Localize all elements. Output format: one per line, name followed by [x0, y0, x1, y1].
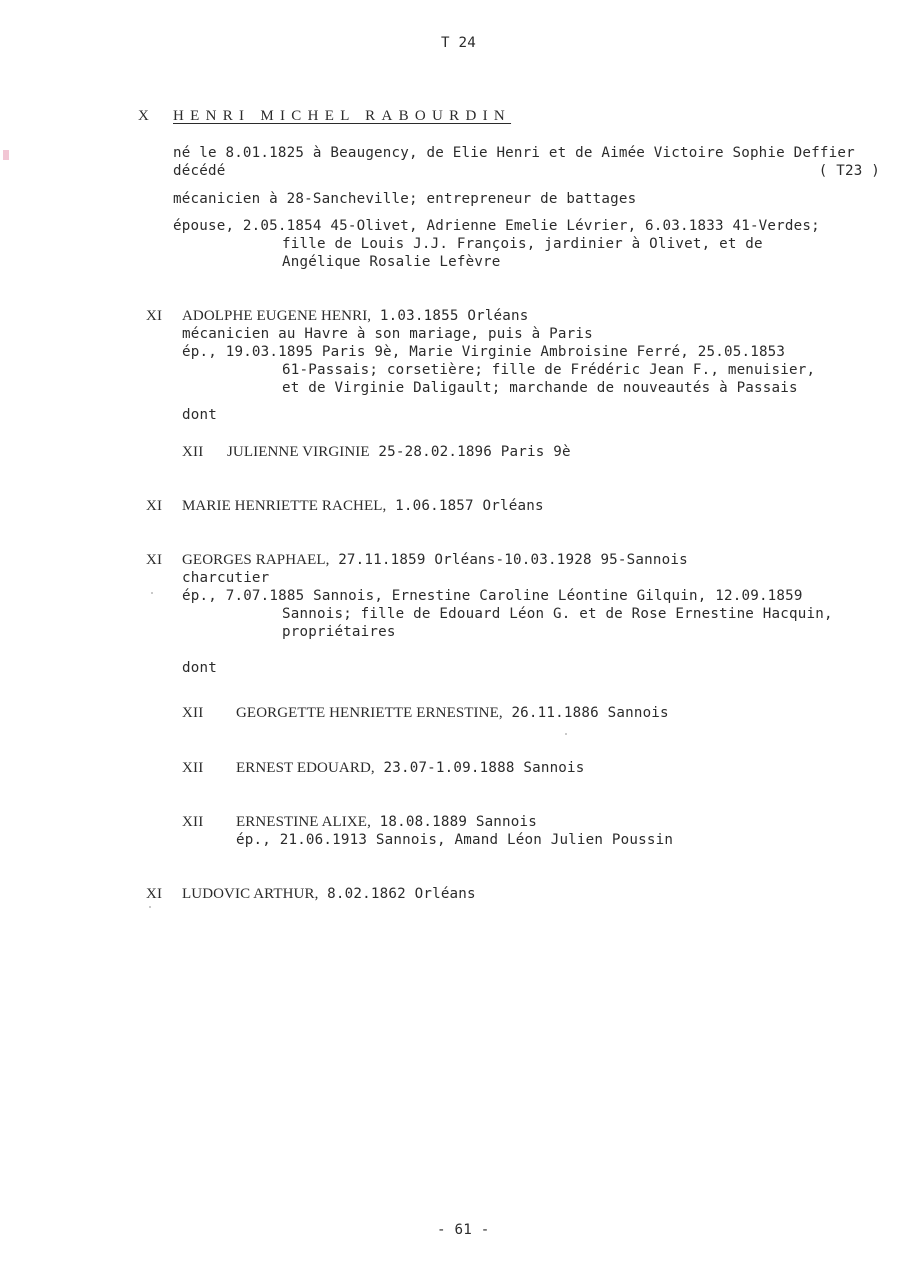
grandchild-name: GEORGETTE HENRIETTE ERNESTINE,: [236, 705, 503, 721]
grandchild-dates: 23.07-1.09.1888 Sannois: [374, 760, 585, 776]
marriage-line: fille de Louis J.J. François, jardinier à Olivet, et de: [282, 236, 763, 252]
grandchild-dates: 25-28.02.1896 Paris 9è: [369, 444, 571, 460]
child-entry: [182, 497, 544, 515]
grandchild-entry: [236, 704, 669, 722]
child-detail-line: Sannois; fille de Edouard Léon G. et de Rose Ernestine Hacquin,: [282, 606, 833, 622]
grandchild-dates: 18.08.1889 Sannois: [370, 814, 538, 830]
scan-mark: [3, 150, 9, 160]
grandchild-entry: [227, 443, 571, 461]
child-dates: 8.02.1862 Orléans: [318, 886, 476, 902]
generation-numeral: XII: [182, 760, 204, 776]
child-detail-line: 61-Passais; corsetière; fille de Frédéric Jean F., menuisier,: [282, 362, 816, 378]
scan-speck: [151, 592, 153, 594]
child-detail-line: ép., 7.07.1885 Sannois, Ernestine Caroline Léontine Gilquin, 12.09.1859: [182, 588, 803, 604]
generation-numeral: X: [138, 108, 150, 124]
child-detail-line: ép., 19.03.1895 Paris 9è, Marie Virginie Ambroisine Ferré, 25.05.1853: [182, 344, 786, 360]
grandchild-dates: 26.11.1886 Sannois: [502, 705, 669, 721]
generation-numeral: XII: [182, 705, 204, 721]
child-detail-line: et de Virginie Daligault; marchande de nouveautés à Passais: [282, 380, 798, 396]
child-detail-line: propriétaires: [282, 624, 396, 640]
child-name: LUDOVIC ARTHUR,: [182, 886, 319, 902]
child-entry: [182, 307, 529, 325]
grandchild-name: ERNESTINE ALIXE,: [236, 814, 371, 830]
child-name: GEORGES RAPHAEL,: [182, 552, 330, 568]
page-number: - 61 -: [437, 1222, 490, 1238]
child-detail-line: mécanicien au Havre à son mariage, puis à Paris: [182, 326, 593, 342]
child-detail-line: charcutier: [182, 570, 270, 586]
dont-label: dont: [182, 660, 217, 676]
main-entry-name: HENRI MICHEL RABOURDIN: [173, 108, 512, 124]
generation-numeral: XI: [146, 886, 163, 902]
scan-speck: [149, 906, 151, 908]
grandchild-name: JULIENNE VIRGINIE: [227, 444, 370, 460]
death-line: décédé: [173, 163, 226, 179]
child-dates: 27.11.1859 Orléans-10.03.1928 95-Sannois: [329, 552, 688, 568]
child-name: ADOLPHE EUGENE HENRI,: [182, 308, 372, 324]
birth-line: né le 8.01.1825 à Beaugency, de Elie Henri et de Aimée Victoire Sophie Deffier: [173, 145, 855, 161]
marriage-line: épouse, 2.05.1854 45-Olivet, Adrienne Emelie Lévrier, 6.03.1833 41-Verdes;: [173, 218, 820, 234]
parent-reference: ( T23 ): [818, 163, 880, 179]
occupation-line: mécanicien à 28-Sancheville; entrepreneur de battages: [173, 191, 637, 207]
generation-numeral: XI: [146, 308, 163, 324]
child-dates: 1.06.1857 Orléans: [386, 498, 544, 514]
generation-numeral: XII: [182, 814, 204, 830]
generation-numeral: XI: [146, 552, 163, 568]
generation-numeral: XII: [182, 444, 204, 460]
child-entry: [182, 551, 688, 569]
child-dates: 1.03.1855 Orléans: [371, 308, 529, 324]
generation-numeral: XI: [146, 498, 163, 514]
page-reference: T 24: [441, 35, 476, 51]
marriage-line: Angélique Rosalie Lefèvre: [282, 254, 501, 270]
grandchild-name: ERNEST EDOUARD,: [236, 760, 375, 776]
grandchild-entry: [236, 759, 585, 777]
child-entry: [182, 885, 476, 903]
grandchild-marriage: ép., 21.06.1913 Sannois, Amand Léon Julien Poussin: [236, 832, 674, 848]
grandchild-entry: [236, 813, 537, 831]
scan-speck: [565, 733, 567, 735]
dont-label: dont: [182, 407, 217, 423]
child-name: MARIE HENRIETTE RACHEL,: [182, 498, 387, 514]
